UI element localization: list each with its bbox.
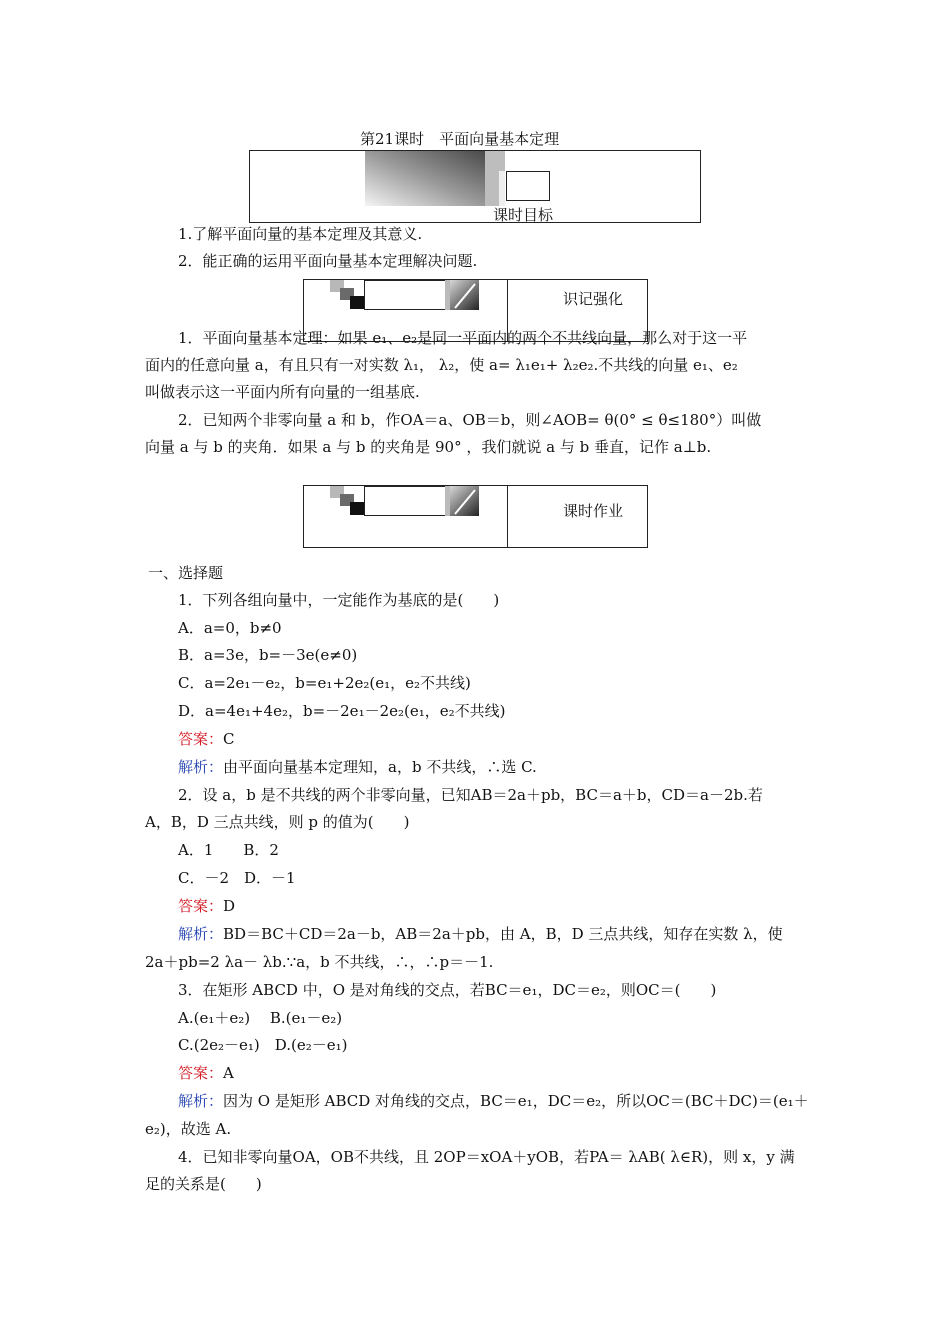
q1-option-d: D．a=4e₁+4e₂，b=－2e₁－2e₂(e₁，e₂不共线) bbox=[178, 702, 506, 720]
objective-1: 1.了解平面向量的基本定理及其意义. bbox=[178, 225, 423, 243]
lesson-goal-banner bbox=[249, 150, 701, 223]
analysis-label: 解析： bbox=[178, 925, 224, 943]
q1-answer bbox=[178, 729, 235, 749]
homework-title-cell bbox=[364, 486, 446, 516]
banner-label: 课时目标 bbox=[493, 206, 554, 224]
memory-p1-line2: 面内的任意向量 a，有且只有一对实数 λ₁， λ₂，使 a= λ₁e₁+ λ₂e₂.不共线的向量 e₁、e₂ bbox=[145, 356, 738, 374]
homework-divider bbox=[507, 486, 508, 547]
q2-analysis-line1 bbox=[178, 924, 783, 944]
answer-label: 答案： bbox=[178, 1064, 224, 1082]
q2-analysis-text: BD＝BC＋CD＝2a－b，AB＝2a＋pb，由 A，B，D 三点共线，知存在实数 λ，使 bbox=[223, 925, 783, 943]
q1-answer-value: C bbox=[223, 730, 235, 748]
q1-analysis-text: 由平面向量基本定理知，a，b 不共线，∴选 C. bbox=[223, 758, 537, 776]
q3-analysis-line2: e₂)，故选 A. bbox=[145, 1120, 232, 1138]
memory-p2-line2: 向量 a 与 b 的夹角．如果 a 与 b 的夹角是 90° ，我们就说 a 与 b 垂直，记作 a⊥b. bbox=[145, 438, 712, 456]
banner-inner-box bbox=[506, 171, 550, 201]
analysis-label: 解析： bbox=[178, 1092, 224, 1110]
q2-stem-line2: A，B，D 三点共线，则 p 的值为( ) bbox=[145, 813, 410, 831]
objective-2: 2．能正确的运用平面向量基本定理解决问题. bbox=[178, 252, 478, 270]
q1-option-c: C．a=2e₁－e₂，b=e₁+2e₂(e₁，e₂不共线) bbox=[178, 674, 471, 692]
analysis-label: 解析： bbox=[178, 758, 224, 776]
q2-analysis-line2: 2a＋pb=2 λa－ λb.∵a，b 不共线，∴，∴p＝－1. bbox=[145, 953, 494, 971]
q3-analysis-text: 因为 O 是矩形 ABCD 对角线的交点，BC＝e₁，DC＝e₂，所以OC＝(BC＋DC)＝(e₁＋ bbox=[223, 1092, 809, 1110]
q3-answer-value: A bbox=[223, 1064, 234, 1082]
q1-analysis bbox=[178, 757, 537, 777]
q2-answer-value: D bbox=[223, 897, 236, 915]
memory-p1-line3: 叫做表示这一平面内所有向量的一组基底. bbox=[145, 383, 420, 401]
memory-p1-line1: 1．平面向量基本定理：如果 e₁、e₂是同一平面内的两个不共线向量，那么对于这一平 bbox=[178, 329, 748, 347]
banner-decoration bbox=[365, 151, 505, 206]
q3-options-line1: A.(e₁＋e₂) B.(e₁－e₂) bbox=[178, 1009, 343, 1027]
memory-title-cell bbox=[364, 280, 446, 310]
q4-stem-line1: 4．已知非零向量OA，OB不共线，且 2OP＝xOA＋yOB，若PA＝ λAB( λ∈R)，则 x，y 满 bbox=[178, 1148, 795, 1166]
q2-options-line2: C．－2 D．－1 bbox=[178, 869, 296, 887]
q4-stem-line2: 足的关系是( ) bbox=[145, 1175, 262, 1193]
memory-pen-icon bbox=[445, 280, 481, 310]
q2-answer bbox=[178, 896, 235, 916]
q3-answer bbox=[178, 1063, 234, 1083]
answer-label: 答案： bbox=[178, 730, 224, 748]
memory-p2-line1: 2．已知两个非零向量 a 和 b，作OA＝a、OB＝b，则∠AOB= θ(0° ≤ θ≤180°）叫做 bbox=[178, 411, 762, 429]
homework-section-label: 课时作业 bbox=[563, 502, 624, 520]
answer-label: 答案： bbox=[178, 897, 224, 915]
page-title: 第21课时 平面向量基本定理 bbox=[360, 130, 560, 148]
q3-stem: 3．在矩形 ABCD 中，O 是对角线的交点，若BC＝e₁，DC＝e₂，则OC＝( ) bbox=[178, 981, 717, 999]
q2-stem-line1: 2．设 a，b 是不共线的两个非零向量，已知AB＝2a＋pb，BC＝a＋b，CD＝a－2b.若 bbox=[178, 786, 763, 804]
homework-pen-icon bbox=[445, 486, 481, 516]
q1-stem: 1．下列各组向量中，一定能作为基底的是( ) bbox=[178, 591, 500, 609]
q3-analysis-line1 bbox=[178, 1091, 809, 1111]
q3-options-line2: C.(2e₂－e₁) D.(e₂－e₁) bbox=[178, 1036, 348, 1054]
memory-section-label: 识记强化 bbox=[563, 290, 624, 308]
q1-option-b: B．a=3e，b=－3e(e≠0) bbox=[178, 646, 358, 664]
q2-options-line1: A．1 B．2 bbox=[178, 841, 279, 859]
homework-section-header bbox=[303, 485, 648, 548]
exercise-heading: 一、选择题 bbox=[148, 564, 224, 582]
q1-option-a: A．a=0，b≠0 bbox=[178, 619, 282, 637]
